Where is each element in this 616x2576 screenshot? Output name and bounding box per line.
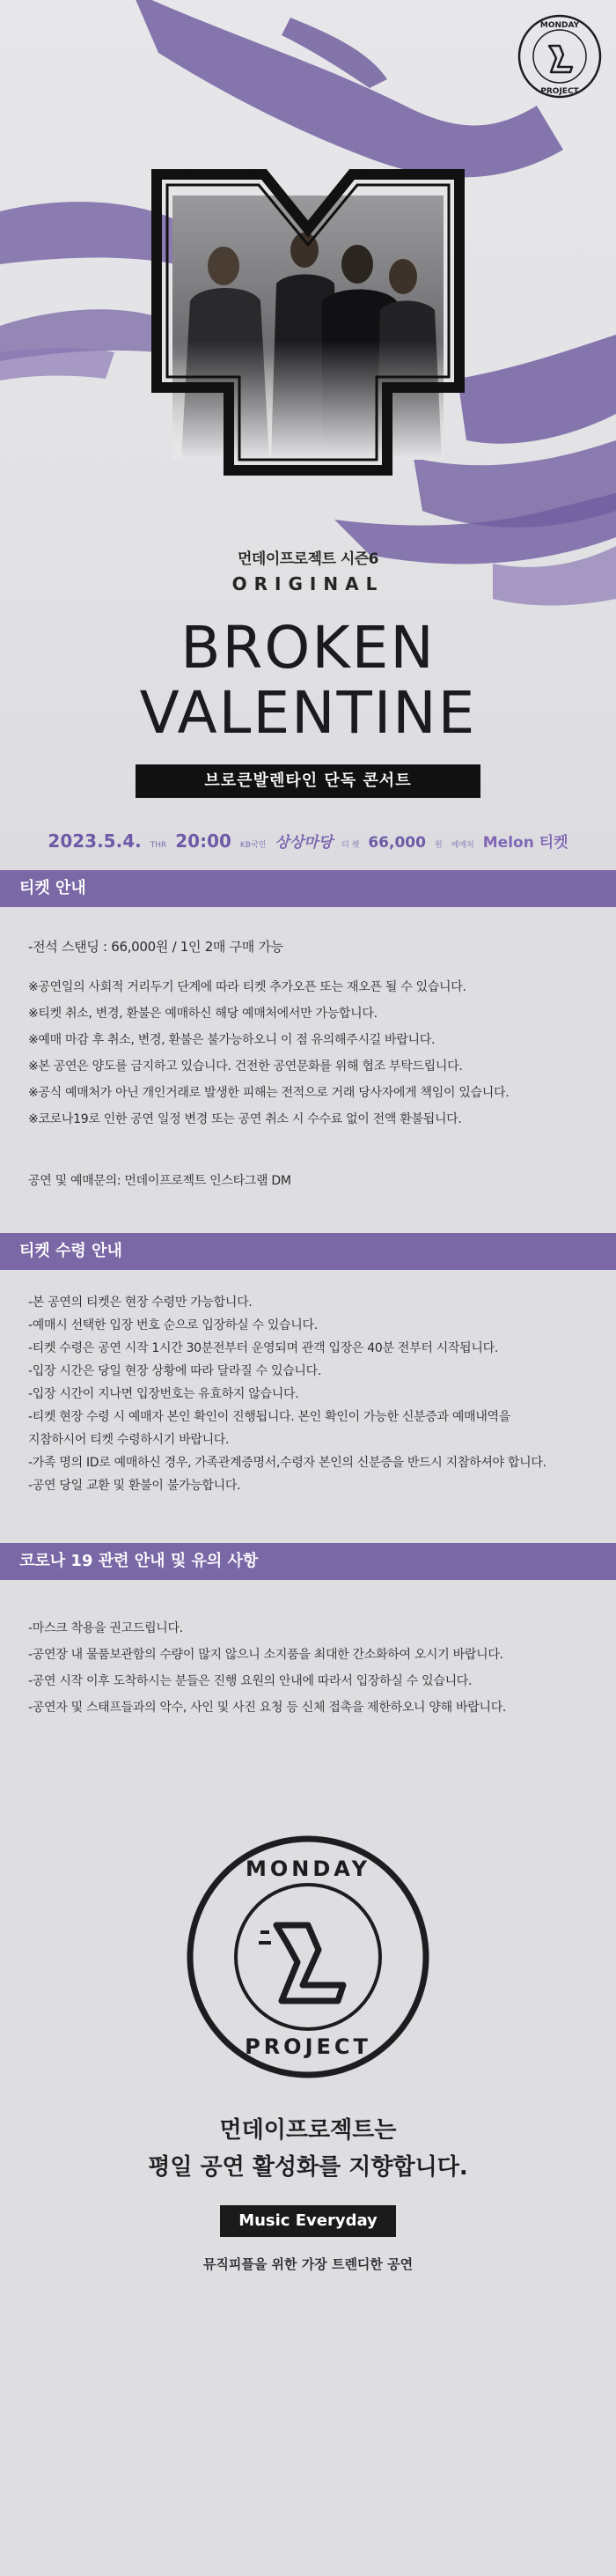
ticket-note: ※공연일의 사회적 거리두기 단계에 따라 티켓 추가오픈 또는 재오픈 될 수 있습니다. [28,980,466,994]
covid-line: -공연자 및 스태프들과의 악수, 사인 및 사진 요청 등 신체 접촉을 제한하오니 양해 바랍니다. [28,1701,507,1715]
corner-logo-top-text: MONDAY [539,21,580,30]
pickup-line: 지참하시어 티켓 수령하시기 바랍니다. [28,1433,230,1447]
inquiry-info: 공연 및 예매문의: 먼데이프로젝트 인스타그램 DM [28,1174,291,1188]
large-logo-bottom-text: PROJECT [245,2034,371,2059]
slogan-line-2: 평일 공연 활성화를 지향합니다. [148,2154,468,2181]
slogan-line-1: 먼데이프로젝트는 [219,2117,397,2144]
corner-logo-bottom-text: PROJECT [540,87,579,96]
pickup-line: -공연 당일 교환 및 환불이 불가능합니다. [28,1479,241,1493]
ticket-note: ※본 공연은 양도를 금지하고 있습니다. 건전한 공연문화를 위해 협조 부탁드립니다. [28,1059,463,1074]
m-frame-graphic [150,167,466,477]
ticket-info-header: 티켓 안내 [0,870,616,907]
ticket-label: 티 켓 [341,841,360,850]
vendor-name: Melon 티켓 [482,834,568,852]
pickup-line: -입장 시간이 지나면 입장번호는 유효하지 않습니다. [28,1387,299,1401]
pickup-line: -본 공연의 티켓은 현장 수령만 가능합니다. [28,1295,253,1310]
music-everyday-badge: Music Everyday [220,2205,396,2237]
covid-line: -마스크 착용을 권고드립니다. [28,1621,183,1635]
concert-poster [0,0,616,870]
event-info-bar [0,830,616,852]
pickup-info-header: 티켓 수령 안내 [0,1233,616,1270]
price-unit: 원 [434,841,443,850]
pickup-info-body [0,1270,616,1543]
ticket-info-body [0,907,616,1222]
original-label: ORIGINAL [231,573,385,594]
monday-project-large-logo-icon [185,1834,431,2080]
ticket-note: ※코로나19로 인한 공연 일정 변경 또는 공연 취소 시 수수료 없이 전액 환불됩니다. [28,1112,462,1126]
event-day: THR [150,841,167,850]
venue-prefix: KB국민 [239,841,267,850]
monday-project-logo-icon [516,12,604,100]
pickup-line: -예매시 선택한 입장 번호 순으로 입장하실 수 있습니다. [28,1318,318,1332]
pickup-line: -가족 명의 ID로 예매하신 경우, 가족관계증명서,수령자 본인의 신분증을 반드시 지참하셔야 합니다. [28,1456,546,1470]
covid-info-body [0,1580,616,1719]
pickup-line: -티켓 수령은 공연 시작 1시간 30분전부터 운영되며 관객 입장은 40분 전부터 시작됩니다. [28,1341,498,1355]
concert-subtitle: 브로큰발렌타인 단독 콘서트 [136,764,480,798]
ticket-seat-info: -전석 스탠딩 : 66,000원 / 1인 2매 구매 가능 [28,939,283,955]
pickup-line: -입장 시간은 당일 현장 상황에 따라 달라질 수 있습니다. [28,1364,322,1378]
large-logo-top-text: MONDAY [246,1856,370,1881]
tagline: 뮤직피플을 위한 가장 트렌디한 공연 [202,2256,414,2272]
pickup-line: -티켓 현장 수령 시 예매자 본인 확인이 진행됩니다. 본인 확인이 가능한 신분증과 예매내역을 [28,1410,510,1424]
title-line-2: VALENTINE [139,679,477,747]
ticket-note: ※공식 예매처가 아닌 개인거래로 발생한 피해는 전적으로 거래 당사자에게 책임이 있습니다. [28,1086,510,1100]
ticket-note: ※예매 마감 후 취소, 변경, 환불은 불가능하오니 이 점 유의해주시길 바랍니다. [28,1033,436,1047]
event-time: 20:00 [175,830,231,852]
title-line-1: BROKEN [180,614,436,682]
ticket-price: 66,000 [368,834,426,852]
season-label: 먼데이프로젝트 시즌6 [237,550,379,568]
covid-line: -공연 시작 이후 도착하시는 분들은 진행 요원의 안내에 따라서 입장하실 수 있습니다. [28,1674,473,1688]
covid-line: -공연장 내 물품보관함의 수량이 많지 않으니 소지품을 최대한 간소화하여 오시기 바랍니다. [28,1648,503,1662]
venue-name: 상상마당 [275,834,334,852]
event-date: 2023.5.4. [48,830,142,852]
vendor-label: 예매처 [451,841,474,850]
covid-info-header: 코로나 19 관련 안내 및 유의 사항 [0,1543,616,1580]
ticket-note: ※티켓 취소, 변경, 환불은 예매하신 해당 예매처에서만 가능합니다. [28,1007,378,1021]
brand-footer [0,1797,616,2576]
